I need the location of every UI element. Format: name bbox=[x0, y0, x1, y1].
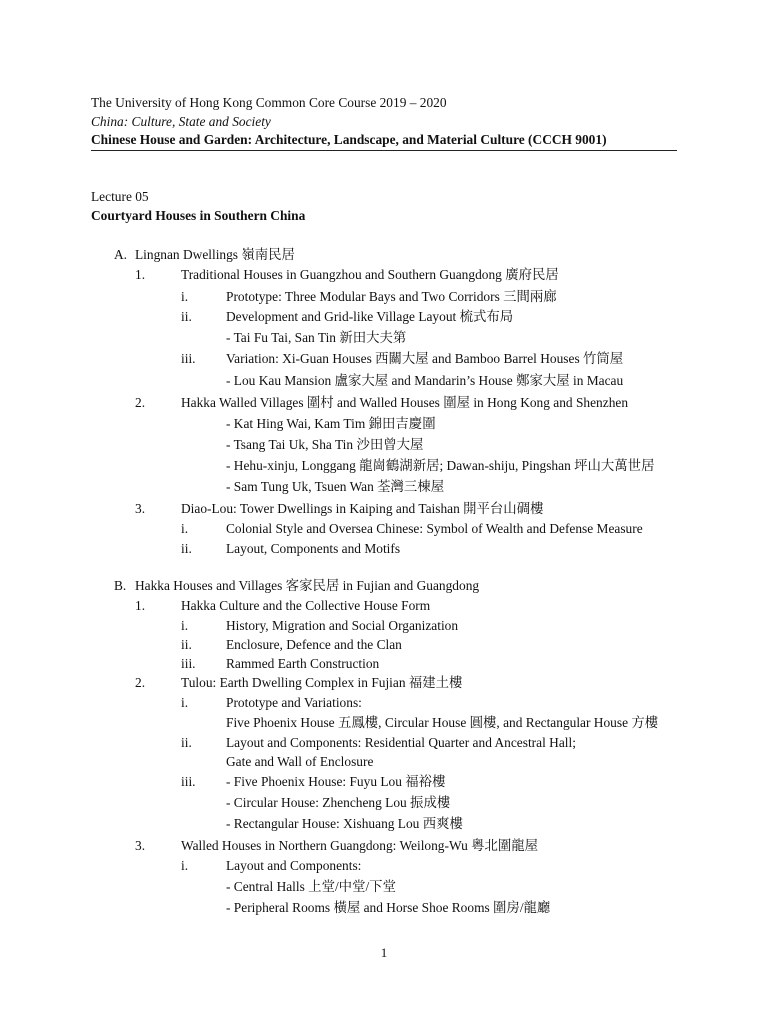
outline-item: Tulou: Earth Dwelling Complex in Fujian 福建土樓 bbox=[181, 675, 463, 690]
outline-marker: 1. bbox=[135, 267, 146, 282]
outline-item: Layout and Components: Residential Quarter and Ancestral Hall; bbox=[226, 735, 576, 750]
outline-item: - Rectangular House: Xishuang Lou 西爽樓 bbox=[226, 816, 463, 831]
header-rule bbox=[91, 150, 677, 151]
outline-item: Development and Grid-like Village Layout 梳式布局 bbox=[226, 309, 514, 324]
outline-item: Hakka Culture and the Collective House Form bbox=[181, 598, 431, 613]
outline-item: - Peripheral Rooms 橫屋 and Horse Shoe Rooms 圍房/龍廳 bbox=[226, 900, 551, 915]
outline-item: - Kat Hing Wai, Kam Tim 錦田吉慶圍 bbox=[226, 416, 436, 431]
outline-marker: i. bbox=[181, 695, 189, 710]
header-subtitle: China: Culture, State and Society bbox=[91, 114, 271, 129]
outline-marker: i. bbox=[181, 618, 189, 633]
outline-item: Layout, Components and Motifs bbox=[226, 541, 401, 556]
outline-item: Hakka Houses and Villages 客家民居 in Fujian and Guangdong bbox=[135, 578, 480, 593]
outline-item: Lingnan Dwellings 嶺南民居 bbox=[135, 247, 295, 262]
outline-marker: ii. bbox=[181, 541, 192, 556]
outline-marker: i. bbox=[181, 858, 189, 873]
outline-marker: 2. bbox=[135, 395, 146, 410]
outline-item: Hakka Walled Villages 圍村 and Walled Houses 圍屋 in Hong Kong and Shenzhen bbox=[181, 395, 629, 410]
outline-item: Rammed Earth Construction bbox=[226, 656, 380, 671]
outline-item: Variation: Xi-Guan Houses 西關大屋 and Bamboo Barrel Houses 竹筒屋 bbox=[226, 351, 624, 366]
outline-item: Enclosure, Defence and the Clan bbox=[226, 637, 402, 652]
outline-item: Prototype and Variations: bbox=[226, 695, 362, 710]
outline-marker: 2. bbox=[135, 675, 146, 690]
outline-item: - Circular House: Zhencheng Lou 振成樓 bbox=[226, 795, 451, 810]
outline-item: Traditional Houses in Guangzhou and Southern Guangdong 廣府民居 bbox=[181, 267, 559, 282]
outline-item: History, Migration and Social Organization bbox=[226, 618, 459, 633]
outline-marker: ii. bbox=[181, 735, 192, 750]
outline-marker: 3. bbox=[135, 501, 146, 516]
lecture-number: Lecture 05 bbox=[91, 189, 149, 204]
outline-marker: A. bbox=[114, 247, 128, 262]
outline-item: - Lou Kau Mansion 盧家大屋 and Mandarin’s House 鄭家大屋 in Macau bbox=[226, 373, 624, 388]
outline-item: - Five Phoenix House: Fuyu Lou 福裕樓 bbox=[226, 774, 446, 789]
header-course-title: Chinese House and Garden: Architecture, Landscape, and Material Culture (CCCH 9001) bbox=[91, 132, 607, 147]
outline-item: - Central Halls 上堂/中堂/下堂 bbox=[226, 879, 396, 894]
outline-item: Prototype: Three Modular Bays and Two Corridors 三間兩廊 bbox=[226, 289, 557, 304]
outline-marker: iii. bbox=[181, 774, 196, 789]
outline-item: - Tai Fu Tai, San Tin 新田大夫第 bbox=[226, 330, 407, 345]
outline-item: Colonial Style and Oversea Chinese: Symbol of Wealth and Defense Measure bbox=[226, 521, 643, 536]
outline-marker: i. bbox=[181, 289, 189, 304]
outline-marker: ii. bbox=[181, 637, 192, 652]
outline-marker: iii. bbox=[181, 351, 196, 366]
outline-item: Five Phoenix House 五鳳樓, Circular House 圓樓, and Rectangular House 方樓 bbox=[226, 715, 659, 730]
outline-item: Gate and Wall of Enclosure bbox=[226, 754, 374, 769]
outline-marker: 1. bbox=[135, 598, 146, 613]
outline-marker: iii. bbox=[181, 656, 196, 671]
outline-item: - Tsang Tai Uk, Sha Tin 沙田曾大屋 bbox=[226, 437, 424, 452]
outline-marker: 3. bbox=[135, 838, 146, 853]
page-number: 1 bbox=[380, 945, 388, 960]
outline-item: Layout and Components: bbox=[226, 858, 362, 873]
header-course: The University of Hong Kong Common Core Course 2019 – 2020 bbox=[91, 95, 447, 110]
outline-item: Walled Houses in Northern Guangdong: Weilong-Wu 粵北圍龍屋 bbox=[181, 838, 539, 853]
lecture-title: Courtyard Houses in Southern China bbox=[91, 208, 306, 223]
outline-item: - Hehu-xinju, Longgang 龍崗鶴湖新居; Dawan-shiju, Pingshan 坪山大萬世居 bbox=[226, 458, 655, 473]
outline-marker: B. bbox=[114, 578, 127, 593]
outline-marker: ii. bbox=[181, 309, 192, 324]
outline-item: - Sam Tung Uk, Tsuen Wan 荃灣三棟屋 bbox=[226, 479, 445, 494]
outline-marker: i. bbox=[181, 521, 189, 536]
outline-item: Diao-Lou: Tower Dwellings in Kaiping and Taishan 開平台山碉樓 bbox=[181, 501, 544, 516]
